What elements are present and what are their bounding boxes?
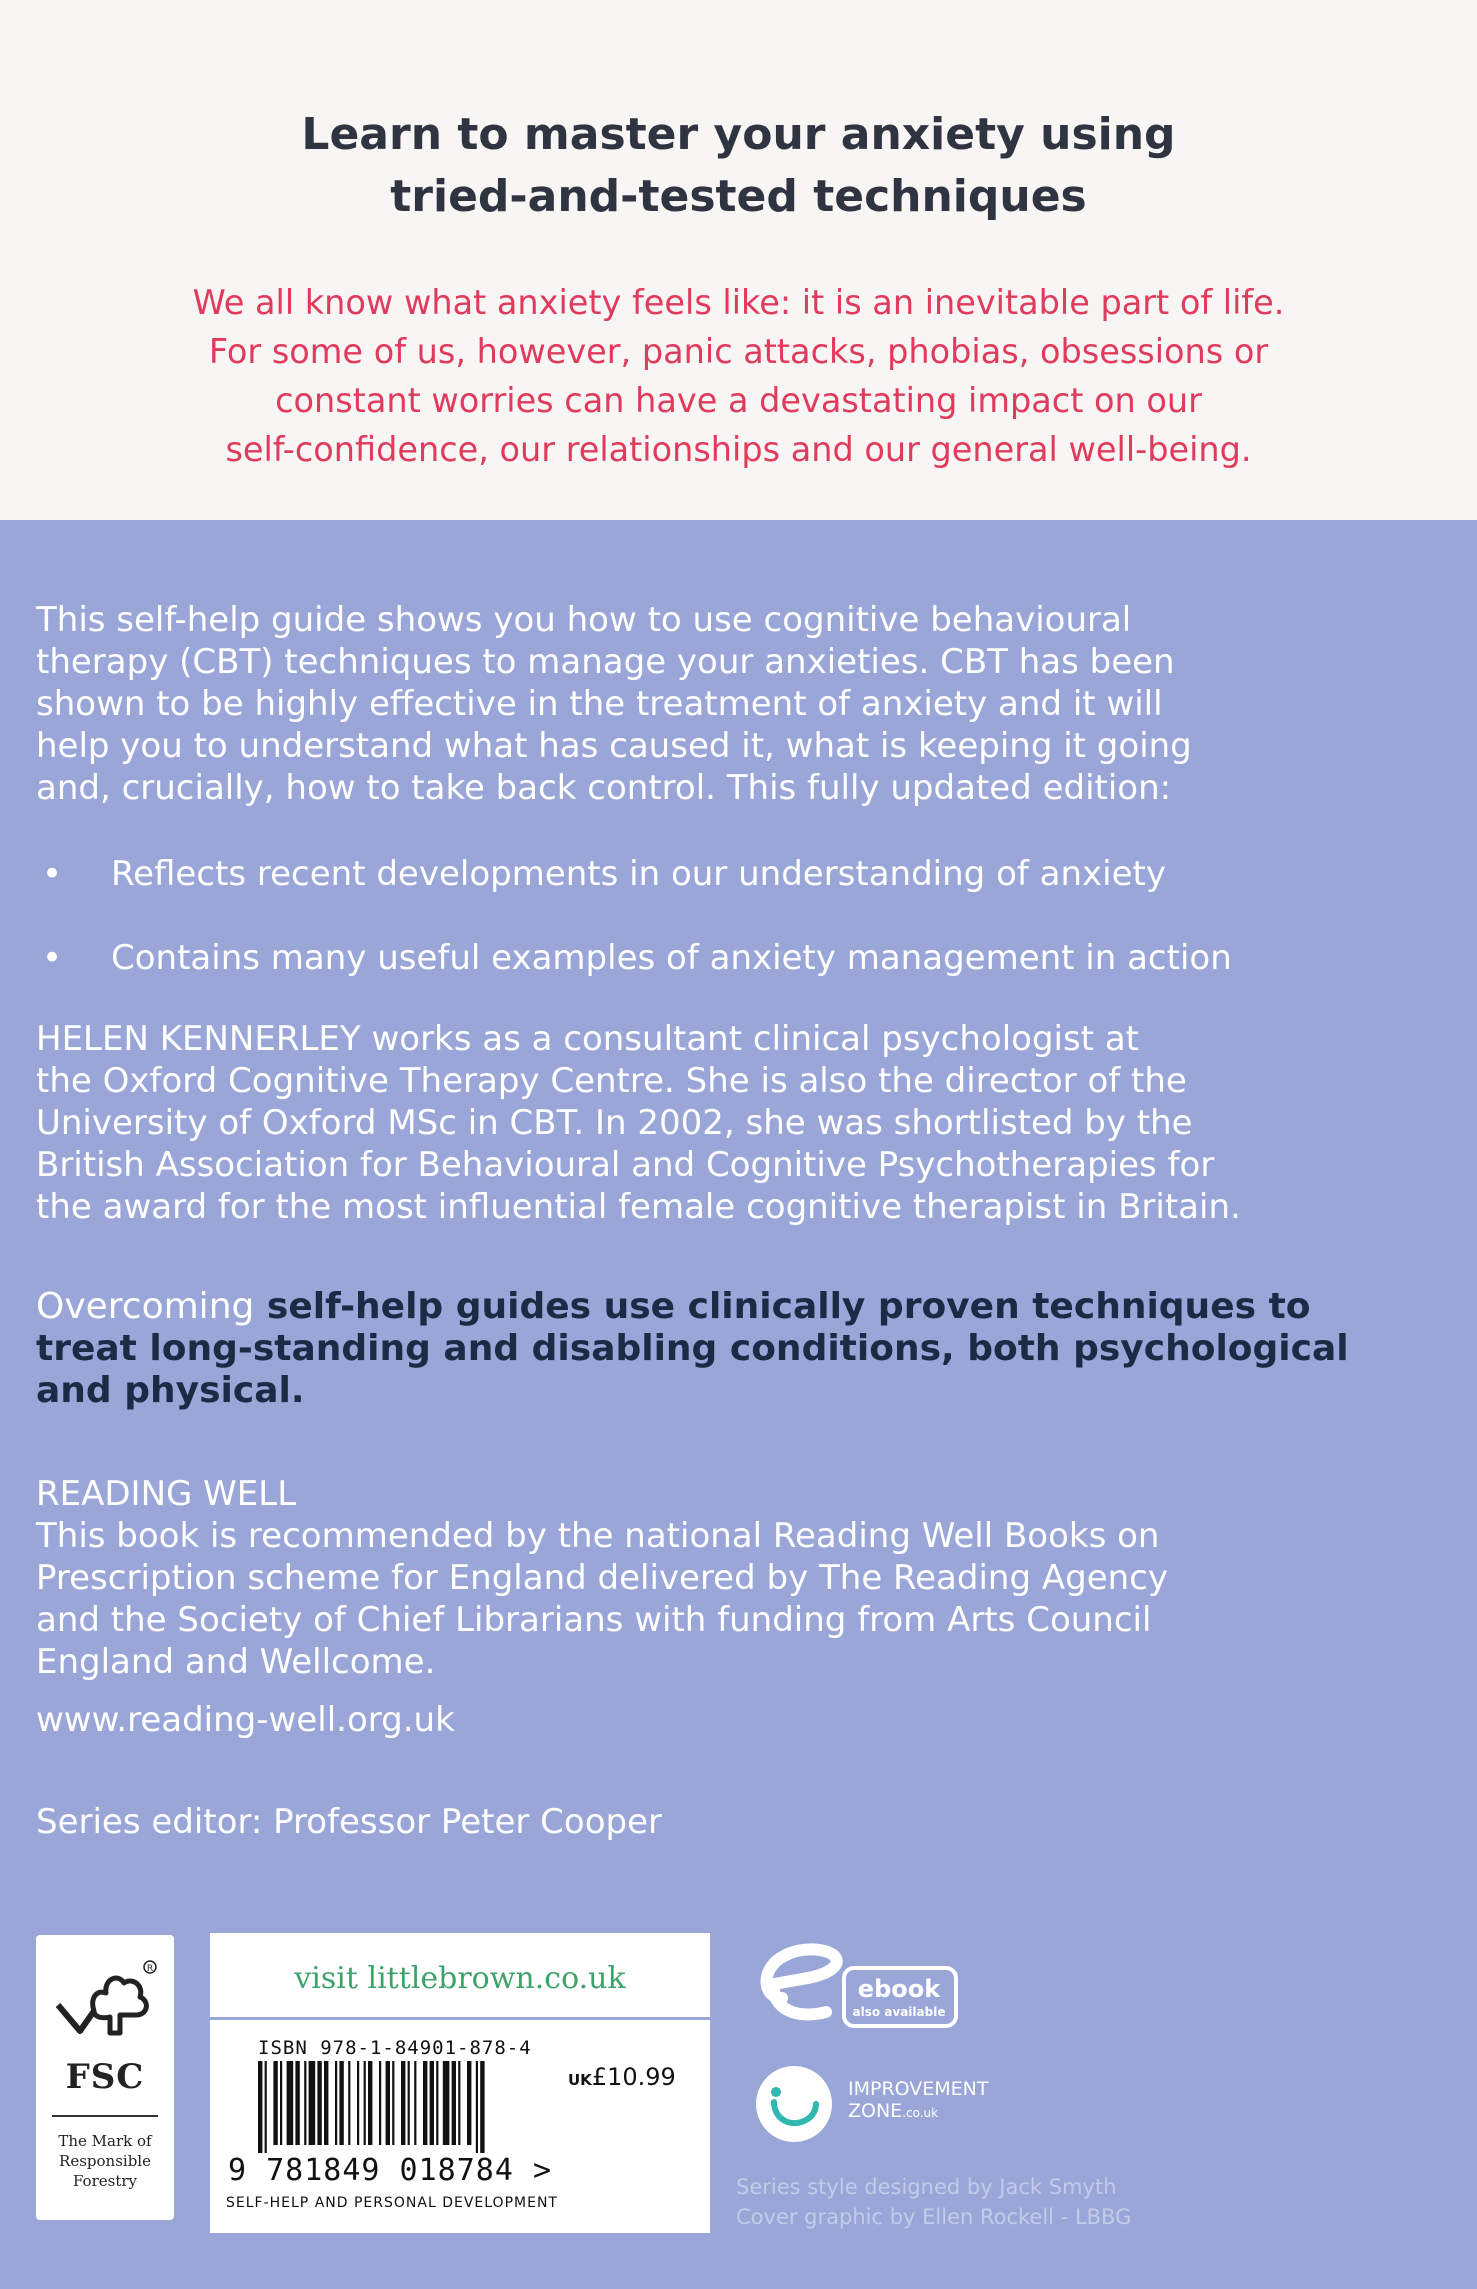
ebook-label: ebook xyxy=(857,1975,941,2003)
barcode-bar xyxy=(368,2061,372,2145)
intro-line: We all know what anxiety feels like: it is an inevitable part of life. xyxy=(192,283,1285,322)
description-line: This self-help guide shows you how to use cognitive behavioural xyxy=(36,600,1132,640)
barcode-bar xyxy=(287,2061,294,2145)
overcoming-line: and physical. xyxy=(36,1370,305,1411)
barcode-bar xyxy=(436,2061,438,2145)
author-line: the Oxford Cognitive Therapy Centre. She is also the director of the xyxy=(36,1061,1187,1101)
barcode-bar xyxy=(392,2061,394,2145)
barcode-bar xyxy=(467,2061,471,2145)
barcode-bar xyxy=(258,2061,262,2153)
overcoming-text: self-help guides use clinically proven techniques to xyxy=(254,1286,1311,1327)
improvement-zone-line xyxy=(848,2100,989,2124)
description-line: shown to be highly effective in the treatment of anxiety and it will xyxy=(36,684,1163,724)
description-line: and, crucially, how to take back control. This fully updated edition: xyxy=(36,768,1172,808)
ebook-sublabel: also available xyxy=(852,2005,946,2019)
reading-well-line: Prescription scheme for England delivered by The Reading Agency xyxy=(36,1558,1168,1598)
barcode-bar xyxy=(348,2061,350,2145)
barcode-bar xyxy=(295,2061,299,2145)
barcode-bar xyxy=(458,2061,460,2145)
barcode-bar xyxy=(423,2061,427,2145)
fsc-logo xyxy=(36,1935,174,2220)
improvement-zone-icon xyxy=(752,2062,836,2146)
barcode-bar xyxy=(335,2061,337,2145)
barcode-bar xyxy=(408,2061,410,2145)
author-line: HELEN KENNERLEY works as a consultant clinical psychologist at xyxy=(36,1019,1139,1059)
price-value: £10.99 xyxy=(591,2063,676,2091)
headline xyxy=(0,104,1477,228)
improvement-zone-text xyxy=(848,2078,989,2124)
description-line: help you to understand what has caused it, what is keeping it going xyxy=(36,726,1192,766)
barcode-bar xyxy=(443,2061,450,2145)
improvement-zone-line: IMPROVEMENT xyxy=(848,2078,989,2100)
reading-well-line: and the Society of Chief Librarians with funding from Arts Council xyxy=(36,1600,1152,1640)
barcode-bar xyxy=(480,2061,484,2153)
improvement-zone-suffix: .co.uk xyxy=(902,2106,939,2120)
barcode-bar xyxy=(476,2061,478,2153)
barcode-icon xyxy=(258,2061,558,2153)
intro-line: constant worries can have a devastating impact on our xyxy=(275,381,1202,420)
author-line: British Association for Behavioural and Cognitive Psychotherapies for xyxy=(36,1145,1215,1185)
headline-line: tried-and-tested techniques xyxy=(390,171,1087,222)
description-paragraph xyxy=(36,599,1192,809)
price xyxy=(568,2063,676,2091)
series-editor: Series editor: Professor Peter Cooper xyxy=(36,1802,662,1842)
overcoming-line: treat long-standing and disabling conditions, both psychological xyxy=(36,1328,1349,1369)
author-bio xyxy=(36,1018,1241,1228)
barcode-bar xyxy=(414,2061,416,2145)
reading-well-url[interactable]: www.reading-well.org.uk xyxy=(36,1700,455,1740)
isbn-text: ISBN 978-1-84901-878-4 xyxy=(258,2037,532,2059)
barcode-divider xyxy=(210,2017,710,2020)
publisher-link[interactable]: visit littlebrown.co.uk xyxy=(294,1961,626,1996)
overcoming-line xyxy=(36,1286,1349,1328)
author-line: University of Oxford MSc in CBT. In 2002, she was shortlisted by the xyxy=(36,1103,1193,1143)
reading-well-line: This book is recommended by the national Reading Well Books on xyxy=(36,1516,1160,1556)
barcode-bar xyxy=(379,2061,381,2145)
bullet-icon: • xyxy=(42,854,63,894)
bullet-text: Contains many useful examples of anxiety management in action xyxy=(111,938,1232,978)
barcode-bar xyxy=(357,2061,359,2145)
fsc-label: FSC xyxy=(65,2057,145,2097)
fsc-divider xyxy=(52,2115,158,2117)
reading-well-line: England and Wellcome. xyxy=(36,1642,436,1682)
intro-paragraph xyxy=(0,278,1477,474)
barcode-bar xyxy=(280,2061,282,2145)
fsc-tagline xyxy=(36,2131,174,2191)
barcode-bar xyxy=(324,2061,328,2145)
svg-text:R: R xyxy=(146,1964,154,1974)
price-prefix: UK xyxy=(568,2071,592,2089)
book-category: SELF-HELP AND PERSONAL DEVELOPMENT xyxy=(226,2195,558,2211)
bullet-icon: • xyxy=(42,938,63,978)
intro-line: For some of us, however, panic attacks, phobias, obsessions or xyxy=(208,332,1269,371)
fsc-tagline-line: Forestry xyxy=(72,2172,138,2190)
headline-line: Learn to master your anxiety using xyxy=(301,109,1176,160)
barcode-digits: 9 781849 018784 > xyxy=(228,2153,553,2188)
credit-line: Cover graphic by Ellen Rockell - LBBG xyxy=(736,2205,1132,2229)
barcode-box xyxy=(210,1933,710,2233)
improvement-zone-name: ZONE xyxy=(848,2100,903,2122)
fsc-tagline-line: The Mark of xyxy=(58,2132,152,2150)
barcode-bar xyxy=(309,2061,316,2145)
barcode-bar xyxy=(364,2061,366,2145)
barcode-bar xyxy=(304,2061,306,2145)
overcoming-blurb xyxy=(36,1286,1349,1412)
tree-check-icon xyxy=(50,1953,160,2053)
reading-well-section xyxy=(36,1473,1168,1683)
barcode-bar xyxy=(401,2061,405,2145)
barcode-bar xyxy=(452,2061,456,2145)
author-line: the award for the most influential female cognitive therapist in Britain. xyxy=(36,1187,1241,1227)
barcode-bar xyxy=(339,2061,343,2145)
overcoming-brand: Overcoming xyxy=(36,1286,255,1327)
design-credits xyxy=(736,2172,1131,2232)
fsc-tagline-line: Responsible xyxy=(59,2152,151,2170)
barcode-bar xyxy=(386,2061,390,2145)
bullet-text: Reflects recent developments in our understanding of anxiety xyxy=(111,854,1166,894)
intro-line: self-confidence, our relationships and our general well-being. xyxy=(225,430,1252,469)
description-line: therapy (CBT) techniques to manage your anxieties. CBT has been xyxy=(36,642,1175,682)
barcode-bar xyxy=(430,2061,434,2145)
barcode-bar xyxy=(273,2061,277,2145)
barcode-bar xyxy=(265,2061,267,2153)
credit-line: Series style designed by Jack Smyth xyxy=(736,2175,1117,2199)
barcode-bar xyxy=(317,2061,321,2145)
reading-well-heading: READING WELL xyxy=(36,1474,297,1514)
